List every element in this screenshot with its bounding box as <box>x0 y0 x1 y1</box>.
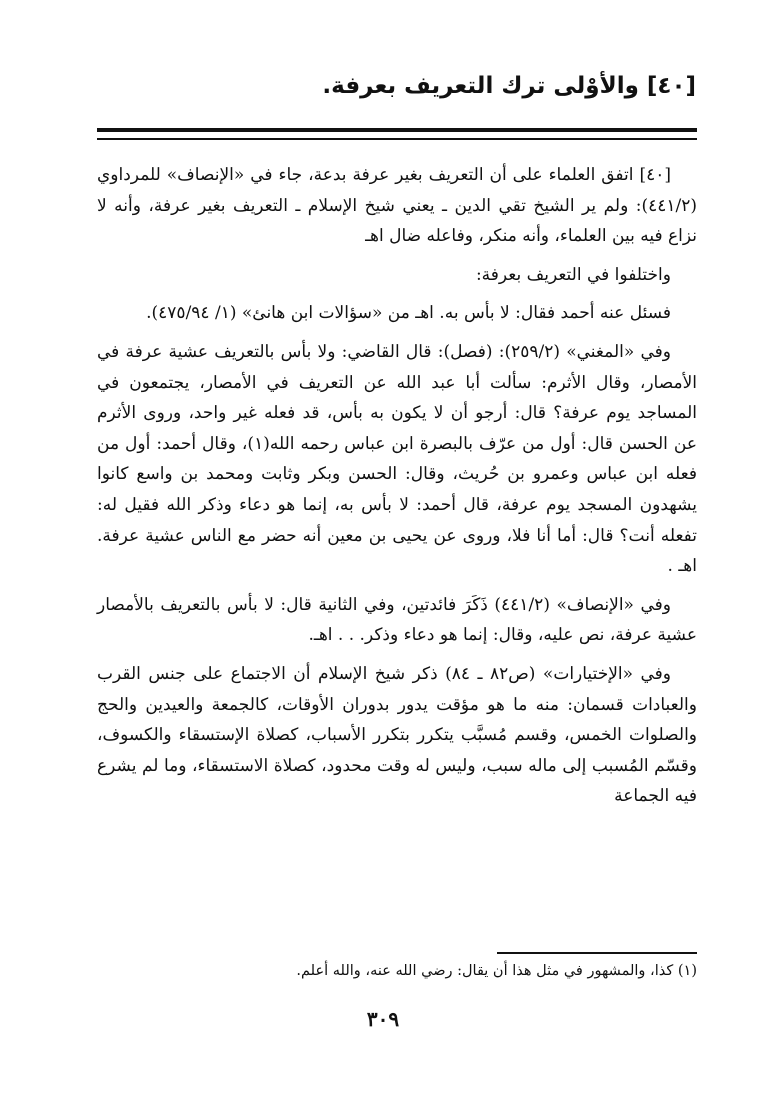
paragraph-insaf: وفي «الإنصاف» (٤٤١/٢) ذَكَرَ فائدتين، وفي الثانية قال: لا بأس بالتعريف بالأمصار عشية عرفة، نص عليه، وقال: إنما هو دعاء وذكر. . . اهـ. <box>97 594 697 646</box>
paragraph-ikhtiyarat: وفي «الإختيارات» (ص٨٢ ـ ٨٤) ذكر شيخ الإسلام أن الاجتماع على جنس القرب والعبادات قسمان: منه ما هو مؤقت يدور بدوران الأوقات، كالجمعة والعيدين والحج والصلوات الخمس، وقسم مُسبَّب يتكرر بتكرر الأسباب، كصلاة الإستسقاء والكسوف، وقسّم المُسبب إلى ماله سبب، وليس له وقت محدود، كصلاة الاستسقاء، وما لم يشرع فيه الجماعة <box>97 663 697 807</box>
footnote: (١) كذا، والمشهور في مثل هذا أن يقال: رضي الله عنه، والله أعلم. <box>296 963 697 979</box>
paragraph-ahmad: فسئل عنه أحمد فقال: لا بأس به. اهـ من «سؤالات ابن هانئ» (١/ ٤٧٥/٩٤). <box>146 303 671 324</box>
heading-divider-thick <box>97 128 697 132</box>
footnote-divider <box>497 952 697 954</box>
paragraph-intro: [٤٠] اتفق العلماء على أن التعريف بغير عرفة بدعة، جاء في «الإنصاف» للمرداوي (٤٤١/٢): ولم ير الشيخ تقي الدين ـ يعني شيخ الإسلام ـ التعريف بغير عرفة، وأنه لا نزاع فيه بين العلماء، وأنه منكر، وفاعله ضال اهـ <box>97 165 697 247</box>
page-number: ٣٠٩ <box>366 1007 400 1031</box>
paragraph-mughni: وفي «المغني» (٢٥٩/٢): (فصل): قال القاضي: ولا بأس بالتعريف عشية عرفة في الأمصار، وقال الأثرم: سألت أبا عبد الله عن التعريف في الأمصار، يجتمعون في المساجد يوم عرفة؟ قال: أرجو أن لا يكون به بأس، قد فعله غير واحد، وروى الأثرم عن الحسن قال: أول من عرّف بالبصرة ابن عباس رحمه الله(١)، وقال أحمد: أول من فعله ابن عباس وعمرو بن حُريث، وقال: الحسن وبكر وثابت ومحمد بن واسع كانوا يشهدون المسجد يوم عرفة، قال أحمد: لا بأس به، إنما هو دعاء وذكر الله فقيل له: تفعله أنت؟ قال: أما أنا فلا، وروى عن يحيى بن معين أنه حضر مع الناس عشية عرفة. اهـ . <box>97 341 697 577</box>
body-text <box>97 160 697 820</box>
section-heading: [٤٠] والأوْلى ترك التعريف بعرفة. <box>322 73 696 99</box>
heading-divider-thin <box>97 138 697 140</box>
paragraph-disagreement: واختلفوا في التعريف بعرفة: <box>475 264 671 285</box>
